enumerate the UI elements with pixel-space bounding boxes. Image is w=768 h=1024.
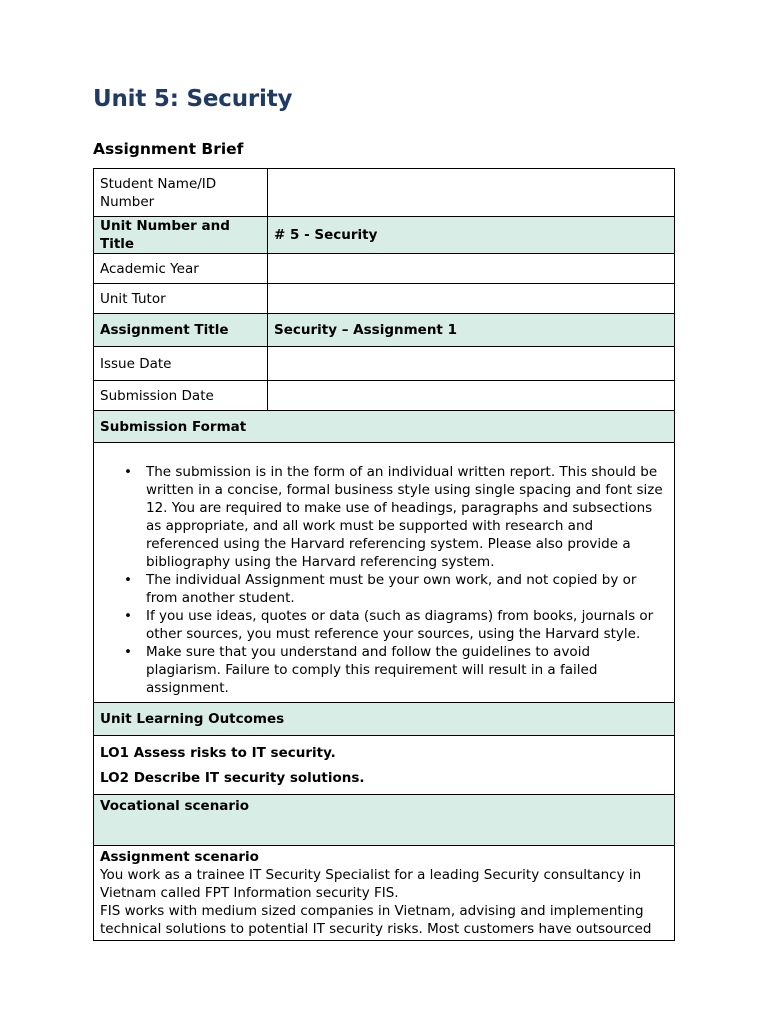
scenario-paragraph: You work as a trainee IT Security Specialist for a leading Security consultancy in Vietnam called FPT Information security FIS. — [100, 867, 642, 901]
table-row — [94, 443, 675, 703]
learning-outcomes-heading: Unit Learning Outcomes — [94, 703, 675, 736]
issue-date-label: Issue Date — [94, 347, 268, 381]
table-row — [94, 347, 675, 381]
learning-outcome-1: LO1 Assess risks to IT security. — [100, 745, 336, 761]
submission-format-heading: Submission Format — [94, 411, 675, 443]
student-name-value — [268, 169, 675, 217]
assignment-scenario-heading: Assignment scenario — [100, 849, 259, 865]
learning-outcomes-body — [94, 736, 675, 795]
submission-date-value — [268, 381, 675, 411]
table-row — [94, 846, 675, 941]
submission-format-list — [100, 463, 668, 697]
unit-tutor-label: Unit Tutor — [94, 284, 268, 314]
student-name-label: Student Name/ID Number — [94, 169, 268, 217]
list-item: • If you use ideas, quotes or data (such as diagrams) from books, journals or other sources, you must reference your sources, using the Harvard style. — [146, 607, 668, 643]
table-row — [94, 381, 675, 411]
table-row — [94, 254, 675, 284]
list-item: • The individual Assignment must be your own work, and not copied by or from another student. — [146, 571, 668, 607]
scenario-paragraph: FIS works with medium sized companies in Vietnam, advising and implementing technical solutions to potential IT security risks. Most customers have outsourced — [100, 903, 652, 937]
vocational-scenario-heading: Vocational scenario — [94, 795, 675, 846]
page-title: Unit 5: Security — [93, 86, 293, 112]
submission-format-body — [94, 443, 675, 703]
list-item: • The submission is in the form of an individual written report. This should be written in a concise, formal business style using single spacing and font size 12. You are required to make use of headings, paragraphs and subsections as appropriate, and all work must be supported with research and referenced using the Harvard referencing system. Please also provide a bibliography using the Harvard referencing system. — [146, 463, 668, 571]
unit-number-label: Unit Number and Title — [94, 217, 268, 254]
table-row — [94, 314, 675, 347]
academic-year-value — [268, 254, 675, 284]
academic-year-label: Academic Year — [94, 254, 268, 284]
unit-tutor-value — [268, 284, 675, 314]
table-row — [94, 795, 675, 846]
section-subtitle: Assignment Brief — [93, 140, 244, 158]
assignment-title-value: Security – Assignment 1 — [268, 314, 675, 347]
table-row — [94, 411, 675, 443]
assignment-title-label: Assignment Title — [94, 314, 268, 347]
issue-date-value — [268, 347, 675, 381]
table-row — [94, 703, 675, 736]
learning-outcome-2: LO2 Describe IT security solutions. — [100, 770, 365, 786]
list-item: • Make sure that you understand and follow the guidelines to avoid plagiarism. Failure to comply this requirement will result in a failed assignment. — [146, 643, 668, 697]
unit-number-value: # 5 - Security — [268, 217, 675, 254]
assignment-scenario-body — [94, 846, 675, 941]
table-row — [94, 736, 675, 795]
submission-date-label: Submission Date — [94, 381, 268, 411]
assignment-brief-table — [93, 168, 675, 941]
table-row — [94, 217, 675, 254]
table-row — [94, 284, 675, 314]
table-row — [94, 169, 675, 217]
